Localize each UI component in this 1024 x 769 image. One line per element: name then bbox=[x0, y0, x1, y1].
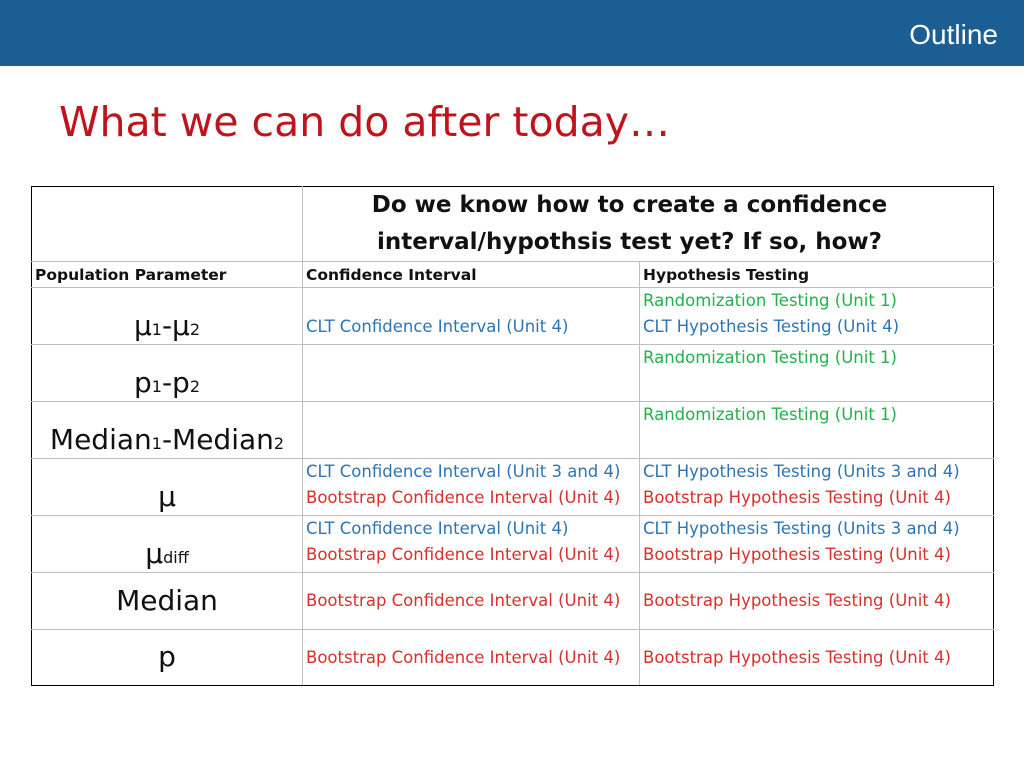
slide-title: What we can do after today… bbox=[59, 98, 670, 146]
ci-entry: Bootstrap Confidence Interval (Unit 4) bbox=[306, 591, 621, 610]
param-cell bbox=[32, 630, 303, 686]
question-line-2: interval/hypothsis test yet? If so, how? bbox=[376, 229, 883, 255]
param-subscript: diff bbox=[163, 548, 189, 567]
param-symbol: µ bbox=[133, 309, 152, 342]
ci-entry: CLT Confidence Interval (Unit 3 and 4) bbox=[306, 462, 621, 481]
ht-entry: Randomization Testing (Unit 1) bbox=[643, 291, 897, 310]
table-question bbox=[303, 187, 994, 262]
ht-cell bbox=[640, 630, 994, 686]
table-row bbox=[32, 459, 994, 516]
ht-entry: Bootstrap Hypothesis Testing (Unit 4) bbox=[643, 488, 951, 507]
param-subscript: 1 bbox=[151, 434, 162, 453]
section-label: Outline bbox=[909, 19, 998, 50]
ht-entry: CLT Hypothesis Testing (Units 3 and 4) bbox=[643, 519, 960, 538]
ht-entry: Bootstrap Hypothesis Testing (Unit 4) bbox=[643, 591, 951, 610]
param-symbol: -Median bbox=[161, 423, 274, 456]
ht-entry: CLT Hypothesis Testing (Units 3 and 4) bbox=[643, 462, 960, 481]
ht-cell bbox=[640, 402, 994, 459]
ci-cell bbox=[303, 573, 640, 630]
table-header-row bbox=[32, 262, 994, 288]
ht-cell bbox=[640, 573, 994, 630]
param-symbol: µ bbox=[145, 537, 164, 570]
ht-cell bbox=[640, 516, 994, 573]
table-row bbox=[32, 630, 994, 686]
table-row bbox=[32, 573, 994, 630]
blank-corner-cell bbox=[32, 187, 303, 262]
ci-cell bbox=[303, 459, 640, 516]
ht-cell bbox=[640, 288, 994, 345]
ci-entry: CLT Confidence Interval (Unit 4) bbox=[306, 317, 569, 336]
param-symbol: p bbox=[158, 640, 176, 673]
param-symbol: p bbox=[133, 366, 152, 399]
ci-entry: Bootstrap Confidence Interval (Unit 4) bbox=[306, 545, 621, 564]
ht-cell bbox=[640, 345, 994, 402]
param-subscript: 1 bbox=[151, 320, 162, 339]
header-population-parameter: Population Parameter bbox=[32, 262, 303, 288]
methods-table bbox=[31, 186, 994, 686]
ht-entry: Bootstrap Hypothesis Testing (Unit 4) bbox=[643, 647, 951, 667]
ci-cell bbox=[303, 345, 640, 402]
param-subscript: 2 bbox=[189, 320, 201, 339]
table-question-row bbox=[32, 187, 994, 262]
question-line-1: Do we know how to create a confidence bbox=[371, 192, 888, 218]
ht-entry: Randomization Testing (Unit 1) bbox=[643, 348, 897, 367]
param-subscript: 1 bbox=[151, 377, 162, 396]
param-cell bbox=[32, 402, 303, 459]
ci-entry: CLT Confidence Interval (Unit 4) bbox=[306, 519, 569, 538]
header-hypothesis-testing: Hypothesis Testing bbox=[640, 262, 994, 288]
table-row bbox=[32, 345, 994, 402]
header-confidence-interval: Confidence Interval bbox=[303, 262, 640, 288]
param-symbol: Median bbox=[116, 583, 218, 617]
table-row bbox=[32, 516, 994, 573]
param-cell bbox=[32, 288, 303, 345]
ht-entry: Bootstrap Hypothesis Testing (Unit 4) bbox=[643, 545, 951, 564]
table-row bbox=[32, 288, 994, 345]
param-cell bbox=[32, 345, 303, 402]
ci-cell bbox=[303, 630, 640, 686]
param-cell bbox=[32, 573, 303, 630]
ht-cell bbox=[640, 459, 994, 516]
header-bar bbox=[0, 0, 1024, 66]
param-cell bbox=[32, 516, 303, 573]
param-symbol: -p bbox=[161, 366, 190, 399]
param-subscript: 2 bbox=[189, 377, 201, 396]
table-row bbox=[32, 402, 994, 459]
param-symbol: µ bbox=[158, 480, 176, 513]
param-symbol: Median bbox=[49, 423, 152, 456]
ci-entry: Bootstrap Confidence Interval (Unit 4) bbox=[306, 488, 621, 507]
ht-entry: Randomization Testing (Unit 1) bbox=[643, 405, 897, 424]
param-symbol: -µ bbox=[161, 309, 190, 342]
ci-entry: Bootstrap Confidence Interval (Unit 4) bbox=[306, 647, 621, 667]
ci-cell bbox=[303, 516, 640, 573]
param-subscript: 2 bbox=[273, 434, 285, 453]
ci-cell bbox=[303, 402, 640, 459]
ci-cell bbox=[303, 288, 640, 345]
param-cell bbox=[32, 459, 303, 516]
ht-entry: CLT Hypothesis Testing (Unit 4) bbox=[643, 317, 900, 336]
